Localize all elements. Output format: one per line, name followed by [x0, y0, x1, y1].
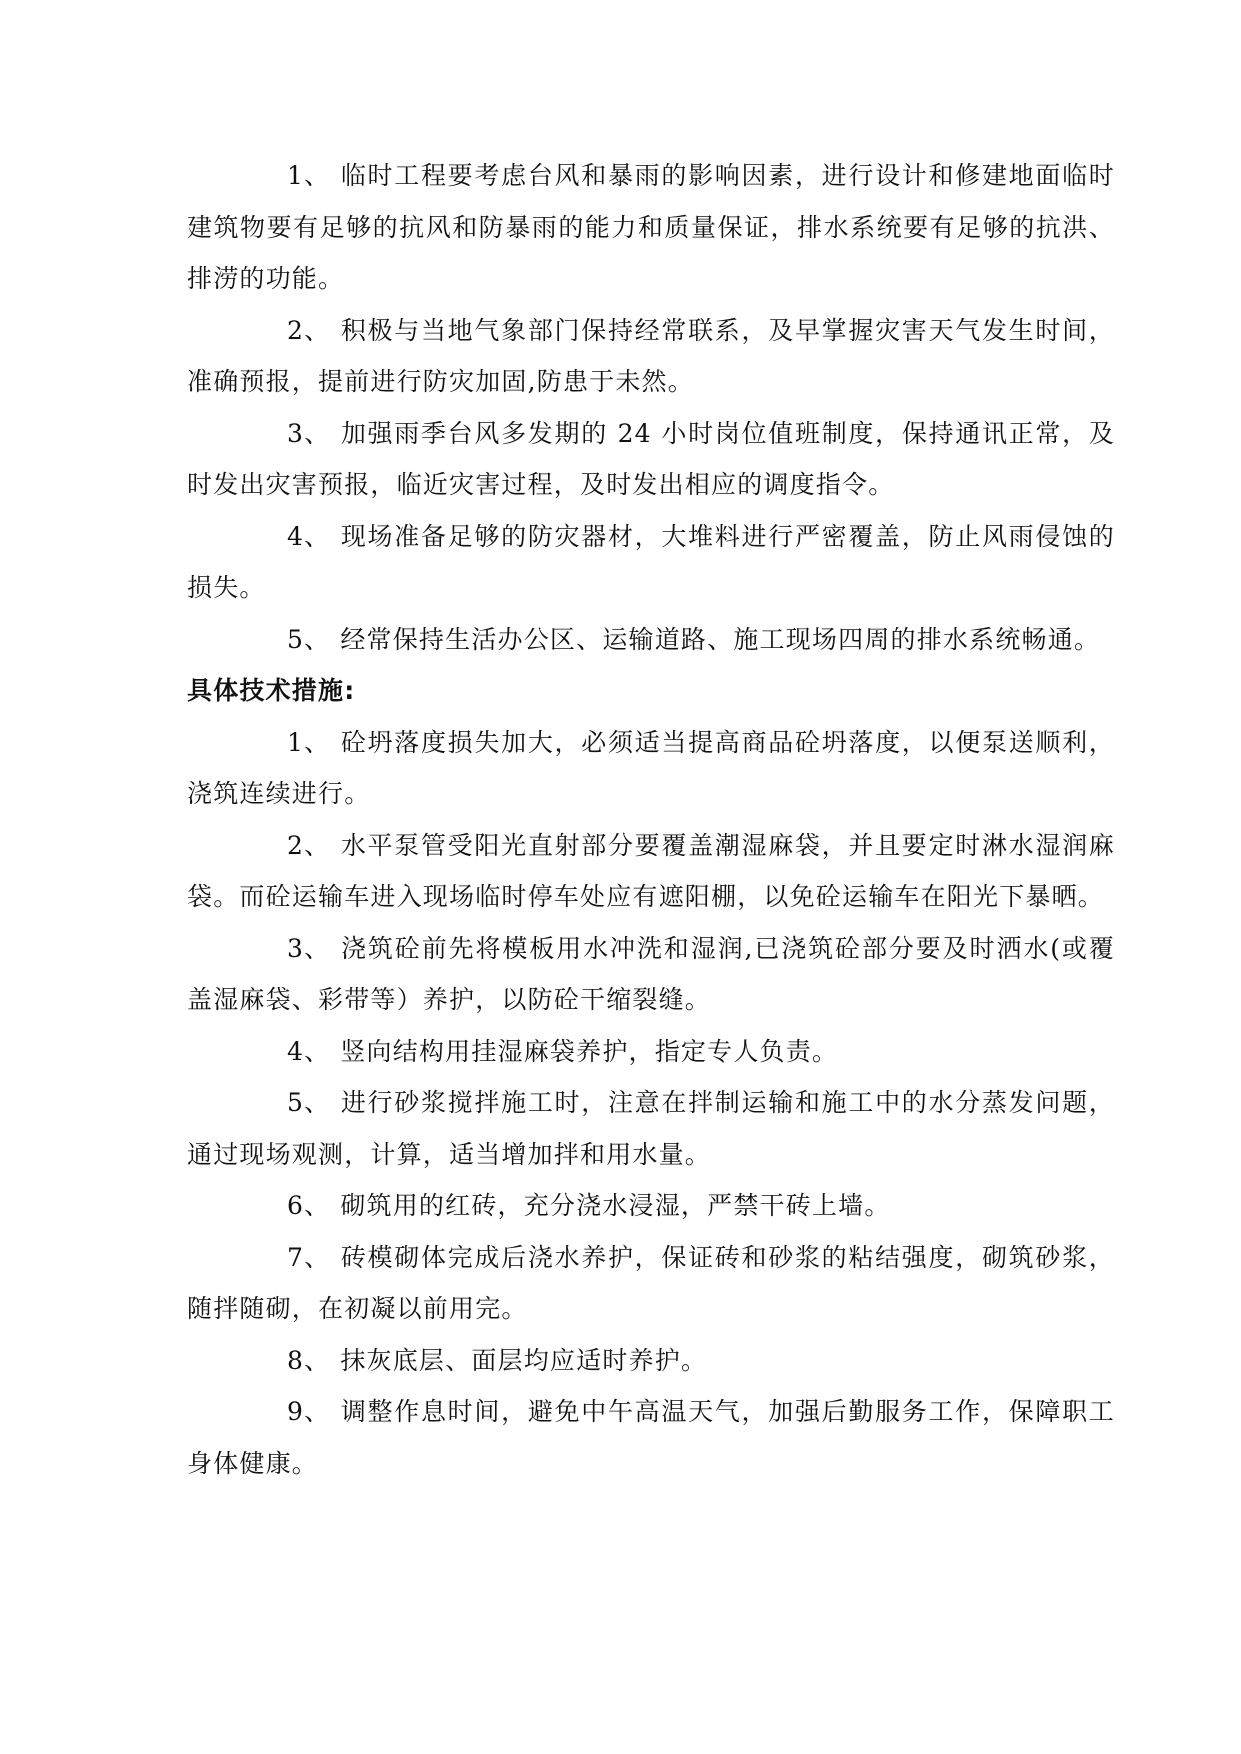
paragraph-3: [187, 408, 1115, 511]
item-text: 砖模砌体完成后浇水养护，保证砖和砂浆的粘结强度，砌筑砂浆，随拌随砌，在初凝以前用完。: [187, 1242, 1115, 1323]
document-body: [187, 150, 1115, 1489]
item-number: 7、: [287, 1242, 331, 1272]
item-number: 2、: [287, 830, 331, 860]
measure-1: [187, 717, 1115, 820]
measure-9: [187, 1386, 1115, 1489]
item-text: 砌筑用的红砖，充分浇水浸湿，严禁干砖上墙。: [340, 1191, 891, 1220]
item-number: 2、: [287, 315, 331, 345]
item-text: 抹灰底层、面层均应适时养护。: [340, 1345, 708, 1375]
item-number: 4、: [287, 1036, 331, 1066]
measure-2: [187, 820, 1115, 923]
item-number: 5、: [287, 624, 331, 654]
item-text: 临时工程要考虑台风和暴雨的影响因素，进行设计和修建地面临时建筑物要有足够的抗风和防暴雨的能力和质量保证，排水系统要有足够的抗洪、排涝的功能。: [187, 161, 1115, 293]
item-text: 竖向结构用挂湿麻袋养护，指定专人负责。: [340, 1036, 839, 1066]
item-number: 1、: [287, 161, 331, 190]
item-number: 5、: [287, 1088, 331, 1117]
measure-8: [187, 1335, 1115, 1387]
item-number: 6、: [287, 1191, 331, 1220]
item-text: 现场准备足够的防灾器材，大堆料进行严密覆盖，防止风雨侵蚀的损失。: [187, 521, 1115, 602]
paragraph-4: [187, 511, 1115, 614]
paragraph-2: [187, 305, 1115, 408]
item-number: 4、: [287, 521, 331, 551]
item-number: 1、: [287, 727, 331, 757]
measure-6: [187, 1180, 1115, 1232]
item-number: 3、: [287, 418, 331, 448]
item-text: 水平泵管受阳光直射部分要覆盖潮湿麻袋，并且要定时淋水湿润麻袋。而砼运输车进入现场临时停车处应有遮阳棚，以免砼运输车在阳光下暴晒。: [187, 830, 1115, 911]
item-text: 浇筑砼前先将模板用水冲洗和湿润,已浇筑砼部分要及时洒水(或覆盖湿麻袋、彩带等）养护，以防砼干缩裂缝。: [187, 933, 1115, 1014]
measure-4: [187, 1026, 1115, 1078]
item-text: 调整作息时间，避免中午高温天气，加强后勤服务工作，保障职工身体健康。: [187, 1397, 1115, 1478]
item-text: 加强雨季台风多发期的 24 小时岗位值班制度，保持通讯正常，及时发出灾害预报，临近灾害过程，及时发出相应的调度指令。: [187, 418, 1115, 499]
paragraph-5: [187, 614, 1115, 666]
measure-7: [187, 1232, 1115, 1335]
measure-3: [187, 923, 1115, 1026]
measure-5: [187, 1077, 1115, 1180]
item-text: 砼坍落度损失加大，必须适当提高商品砼坍落度，以便泵送顺利，浇筑连续进行。: [187, 727, 1115, 808]
item-text: 进行砂浆搅拌施工时，注意在拌制运输和施工中的水分蒸发问题，通过现场观测，计算，适当增加拌和用水量。: [187, 1088, 1115, 1169]
item-text: 积极与当地气象部门保持经常联系，及早掌握灾害天气发生时间，准确预报，提前进行防灾加固,防患于未然。: [187, 315, 1115, 396]
item-number: 8、: [287, 1345, 331, 1375]
section-heading: 具体技术措施:: [187, 676, 356, 705]
item-number: 3、: [287, 933, 331, 963]
item-text: 经常保持生活办公区、运输道路、施工现场四周的排水系统畅通。: [340, 624, 1101, 654]
item-number: 9、: [287, 1397, 331, 1426]
paragraph-1: [187, 150, 1115, 305]
